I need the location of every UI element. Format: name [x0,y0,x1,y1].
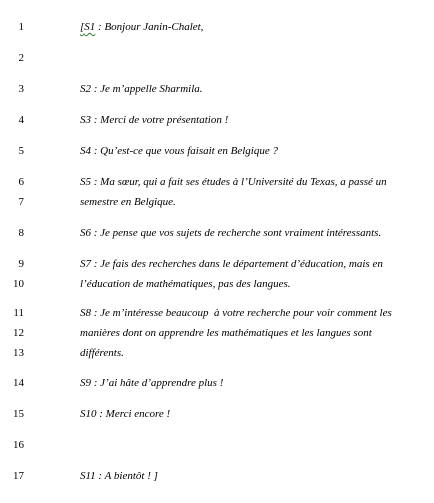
line-text: S11 : A bientôt ! ] [80,470,158,482]
document-line-6 [0,172,434,192]
document-line-7 [0,192,434,212]
line-number: 17 [13,470,24,482]
line-text: S10 : Merci encore ! [80,408,171,420]
line-text: [S1 : Bonjour Janin-Chalet, [80,21,204,33]
line-number: 3 [18,83,24,95]
line-number: 9 [18,258,24,270]
document-line-10 [0,274,434,294]
line-number: 16 [13,439,24,451]
line-text: S5 : Ma sœur, qui a fait ses études à l’Université du Texas, a passé un [80,176,387,188]
document-line-3 [0,79,434,99]
document-line-16 [0,435,434,455]
document-line-11 [0,303,434,323]
line-number: 11 [13,307,24,319]
line-text: l’éducation de mathématiques, pas des langues. [80,278,291,290]
line-text: différents. [80,347,124,359]
document-line-13 [0,343,434,363]
line-text: S9 : J’ai hâte d’apprendre plus ! [80,377,224,389]
document-line-8 [0,223,434,243]
document-line-2 [0,48,434,68]
spellcheck-marked-text: [S1 [80,21,96,33]
line-number: 1 [18,21,24,33]
line-text: S6 : Je pense que vos sujets de recherche sont vraiment intéressants. [80,227,382,239]
line-text: semestre en Belgique. [80,196,176,208]
line-text: S8 : Je m’intéresse beaucoup à votre recherche pour voir comment les [80,307,392,319]
document-line-1 [0,17,434,37]
line-number: 7 [18,196,24,208]
document-line-5 [0,141,434,161]
document-line-14 [0,373,434,393]
line-number: 4 [18,114,24,126]
line-text: S4 : Qu’est-ce que vous faisait en Belgique ? [80,145,278,157]
document-line-17 [0,466,434,486]
line-number: 10 [13,278,24,290]
line-text: S2 : Je m’appelle Sharmila. [80,83,203,95]
line-number: 5 [18,145,24,157]
line-number: 2 [18,52,24,64]
line-number: 15 [13,408,24,420]
line-number: 6 [18,176,24,188]
line-number: 12 [13,327,24,339]
line-text: manières dont on apprendre les mathématiques et les langues sont [80,327,372,339]
line-number: 14 [13,377,24,389]
line-text: S7 : Je fais des recherches dans le département d’éducation, mais en [80,258,383,270]
document-line-15 [0,404,434,424]
document-line-9 [0,254,434,274]
line-text: S3 : Merci de votre présentation ! [80,114,229,126]
document-line-4 [0,110,434,130]
line-number: 13 [13,347,24,359]
line-number: 8 [18,227,24,239]
document-line-12 [0,323,434,343]
